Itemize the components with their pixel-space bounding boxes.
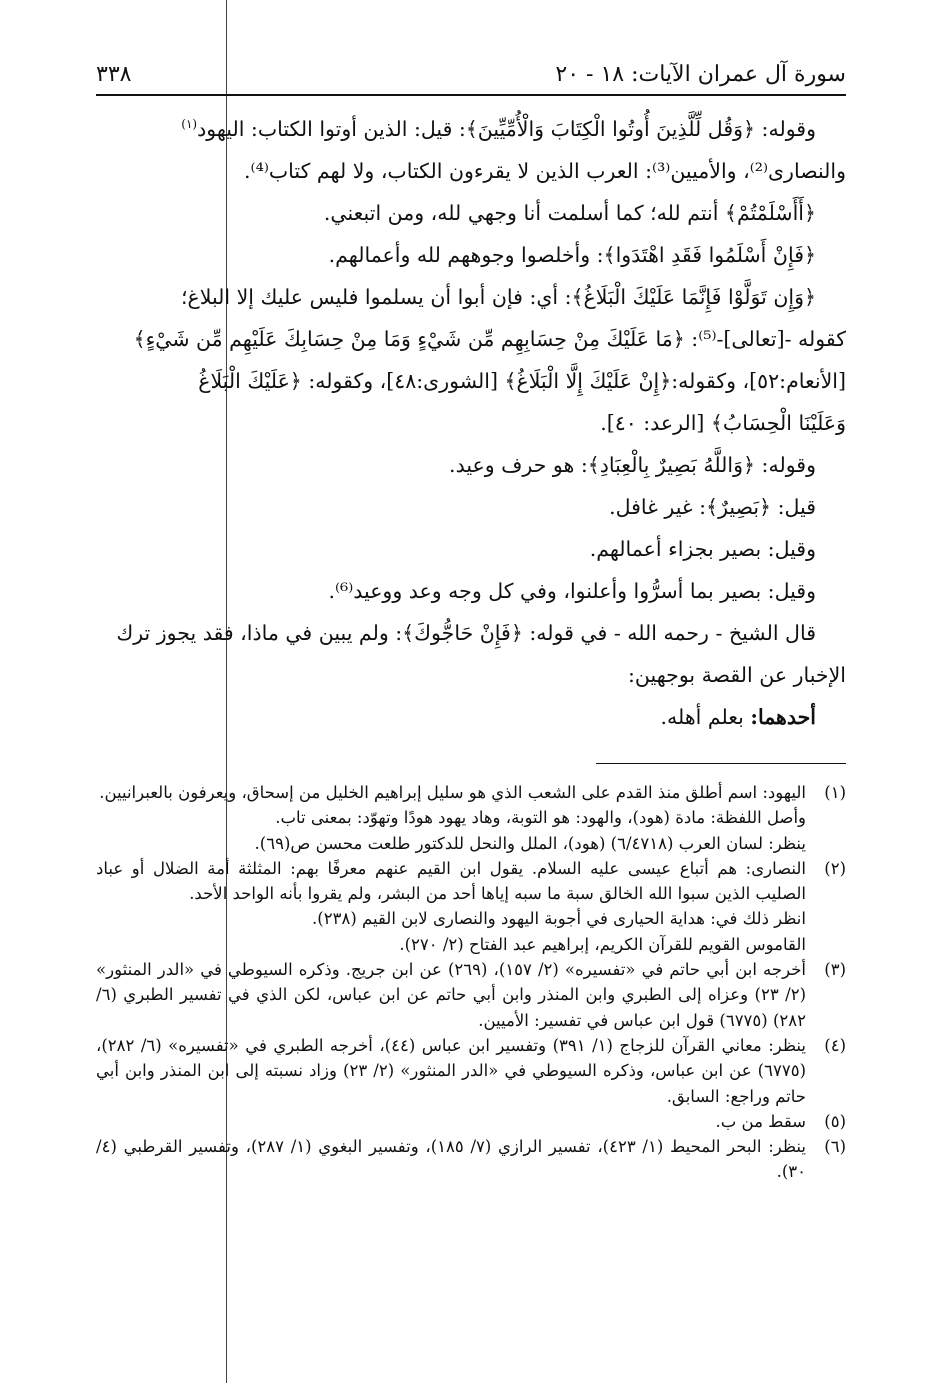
footnote-body bbox=[96, 1033, 806, 1109]
body-line bbox=[96, 360, 846, 402]
footnote-body bbox=[96, 1109, 806, 1134]
footnotes bbox=[96, 780, 846, 1185]
main-text bbox=[96, 108, 846, 738]
footnote-number: (١) bbox=[824, 783, 846, 802]
footnote-number: (٤) bbox=[824, 1035, 846, 1055]
footnote bbox=[96, 957, 846, 1033]
footnote bbox=[96, 1109, 846, 1134]
body-line bbox=[96, 318, 846, 360]
body-line-text: الإخبار عن القصة بوجهين: bbox=[628, 663, 846, 687]
footnote-line: ينظر: معاني القرآن للزجاج (١/ ٣٩١) وتفسير ابن عباس (٤٤)، أخرجه الطبري في «تفسيره» (٦/ ٢٨٢)، (٦٧٧٥) عن ابن عباس، وذكره السيوطي في «الدر المنثور» (٢/ ٢٣) وزاد نسبته إلى ابن المنذر وابن أبي حاتم وراجع: السابق. bbox=[96, 1035, 806, 1106]
footnote-line: النصارى: هم أتباع عيسى عليه السلام. يقول ابن القيم عنهم معرفًا بهم: المثلثة أمة الضلال أو عباد الصليب الذين سبوا الله الخالق سبة ما سبه إياها أحد من البشر، ولم يقروا بأنه الواحد الأحد. bbox=[96, 858, 806, 904]
body-line bbox=[96, 696, 846, 738]
footnote-line: القاموس القويم للقرآن الكريم، إبراهيم عبد الفتاح (٢/ ٢٧٠). bbox=[399, 934, 806, 954]
body-line-text: وقوله: ﴿وَاللَّهُ بَصِيرٌ بِالْعِبَادِ﴾: هو حرف وعيد. bbox=[449, 453, 816, 477]
body-line-text: كقوله -[تعالى]-⁽⁵⁾: ﴿مَا عَلَيْكَ مِنْ حِسَابِهِم مِّن شَيْءٍ وَمَا مِنْ حِسَابِكَ عَلَيْهِم مِّن شَيْءٍ﴾ bbox=[133, 327, 846, 351]
body-line-text: وَعَلَيْنَا الْحِسَابُ﴾ [الرعد: ٤٠]. bbox=[600, 411, 846, 435]
body-line bbox=[96, 234, 846, 276]
footnote-body bbox=[96, 957, 806, 1033]
footnote bbox=[96, 780, 846, 856]
body-line bbox=[96, 654, 846, 696]
body-line-text: ﴿وَإِن تَوَلَّوْا فَإِنَّمَا عَلَيْكَ الْبَلَاغُ﴾: أي: فإن أبوا أن يسلموا فليس عليك إلا البلاغ؛ bbox=[180, 285, 816, 309]
footnote-line: وأصل اللفظة: مادة (هود)، والهود: هو التوبة، وهاد يهود هودًا وتهوّد: بمعنى تاب. bbox=[275, 808, 806, 828]
body-line-text: قال الشيخ - رحمه الله - في قوله: ﴿فَإِنْ حَاجُّوكَ﴾: ولم يبين في ماذا، فقد يجوز ترك bbox=[116, 621, 816, 645]
running-header bbox=[96, 56, 846, 92]
footnote-number: (٢) bbox=[824, 858, 846, 878]
footnote-line: اليهود: اسم أطلق منذ القدم على الشعب الذي هو سليل إبراهيم الخليل من إسحاق، ويعرفون بالعبرانيين. bbox=[99, 783, 806, 802]
footnote-number: (٥) bbox=[824, 1111, 846, 1131]
body-line-text: ﴿أَأَسْلَمْتُمْ﴾ أنتم لله؛ كما أسلمت أنا وجهي لله، ومن اتبعني. bbox=[323, 201, 816, 225]
footnote-line: ينظر: البحر المحيط (١/ ٤٢٣)، تفسير الرازي (٧/ ١٨٥)، وتفسير البغوي (١/ ٢٨٧)، وتفسير القرطبي (٤/ ٣٠). bbox=[96, 1137, 806, 1182]
body-line bbox=[96, 612, 846, 654]
body-line-text: وقوله: ﴿وَقُل لِّلَّذِينَ أُوتُوا الْكِتَابَ وَالْأُمِّيِّينَ﴾: قيل: الذين أوتوا الكتاب: اليهود bbox=[197, 117, 816, 141]
body-line-text: وقيل: بصير بجزاء أعمالهم. bbox=[589, 537, 816, 561]
header-rule bbox=[96, 94, 846, 96]
footnote-body bbox=[96, 1134, 806, 1185]
footnote-separator bbox=[596, 763, 846, 764]
body-line-text: ﴿فَإِنْ أَسْلَمُوا فَقَدِ اهْتَدَوا﴾: وأخلصوا وجوههم لله وأعمالهم. bbox=[328, 243, 816, 267]
page-number: ٣٣٨ bbox=[96, 61, 132, 87]
footnote-line: ينظر: لسان العرب (٦/٤٧١٨) (هود)، الملل والنحل للدكتور طلعت محسن ص(٦٩). bbox=[254, 833, 806, 853]
body-line bbox=[96, 486, 846, 528]
section-title: سورة آل عمران الآيات: ١٨ - ٢٠ bbox=[555, 61, 846, 87]
body-line-text: والنصارى⁽²⁾، والأميين⁽³⁾: العرب الذين لا يقرءون الكتاب، ولا لهم كتاب⁽⁴⁾. bbox=[244, 159, 846, 183]
footnote bbox=[96, 1134, 846, 1185]
body-line-text: بعلم أهله. bbox=[660, 705, 751, 729]
body-line-text: قيل: ﴿بَصِيرٌ﴾: غير غافل. bbox=[609, 495, 816, 519]
footnote-number: (٦) bbox=[824, 1137, 846, 1157]
body-line-text: [الأنعام:٥٢]، وكقوله:﴿إِنْ عَلَيْكَ إِلَّا الْبَلَاغُ﴾ [الشورى:٤٨]، وكقوله: ﴿عَلَيْكَ الْبَلَاغُ bbox=[198, 369, 846, 393]
body-line bbox=[96, 570, 846, 612]
bold-lead: أحدهما: bbox=[750, 705, 816, 729]
footnote-line: سقط من ب. bbox=[715, 1111, 806, 1131]
footnote-line: أخرجه ابن أبي حاتم في «تفسيره» (٢/ ١٥٧)، (٢٦٩) عن ابن جريج. وذكره السيوطي في «الدر المنثور» (٢/ ٢٣) وعزاه إلى الطبري وابن المنذر وابن أبي حاتم عن ابن عباس، لكن الذي في تفسير الطبري (٦/ ٢٨٢) (٦٧٧٥) قول ابن عباس في تفسير: الأميين. bbox=[96, 960, 806, 1030]
body-line bbox=[96, 444, 846, 486]
body-line bbox=[96, 192, 846, 234]
body-line bbox=[96, 276, 846, 318]
body-line bbox=[96, 108, 846, 150]
body-line-text: وقيل: بصير بما أسرُّوا وأعلنوا، وفي كل وجه وعد ووعيد⁽⁶⁾. bbox=[328, 579, 816, 603]
body-line bbox=[96, 402, 846, 444]
body-line bbox=[96, 150, 846, 192]
footnote-number: (٣) bbox=[824, 960, 846, 980]
footnote bbox=[96, 856, 846, 957]
footnote-line: انظر ذلك في: هداية الحيارى في أجوبة اليهود والنصارى لابن القيم (٢٣٨). bbox=[312, 909, 806, 929]
footnote-body bbox=[96, 780, 806, 856]
footnote bbox=[96, 1033, 846, 1109]
body-line bbox=[96, 528, 846, 570]
footnote-body bbox=[96, 856, 806, 957]
footnote-ref: (١) bbox=[181, 117, 198, 132]
